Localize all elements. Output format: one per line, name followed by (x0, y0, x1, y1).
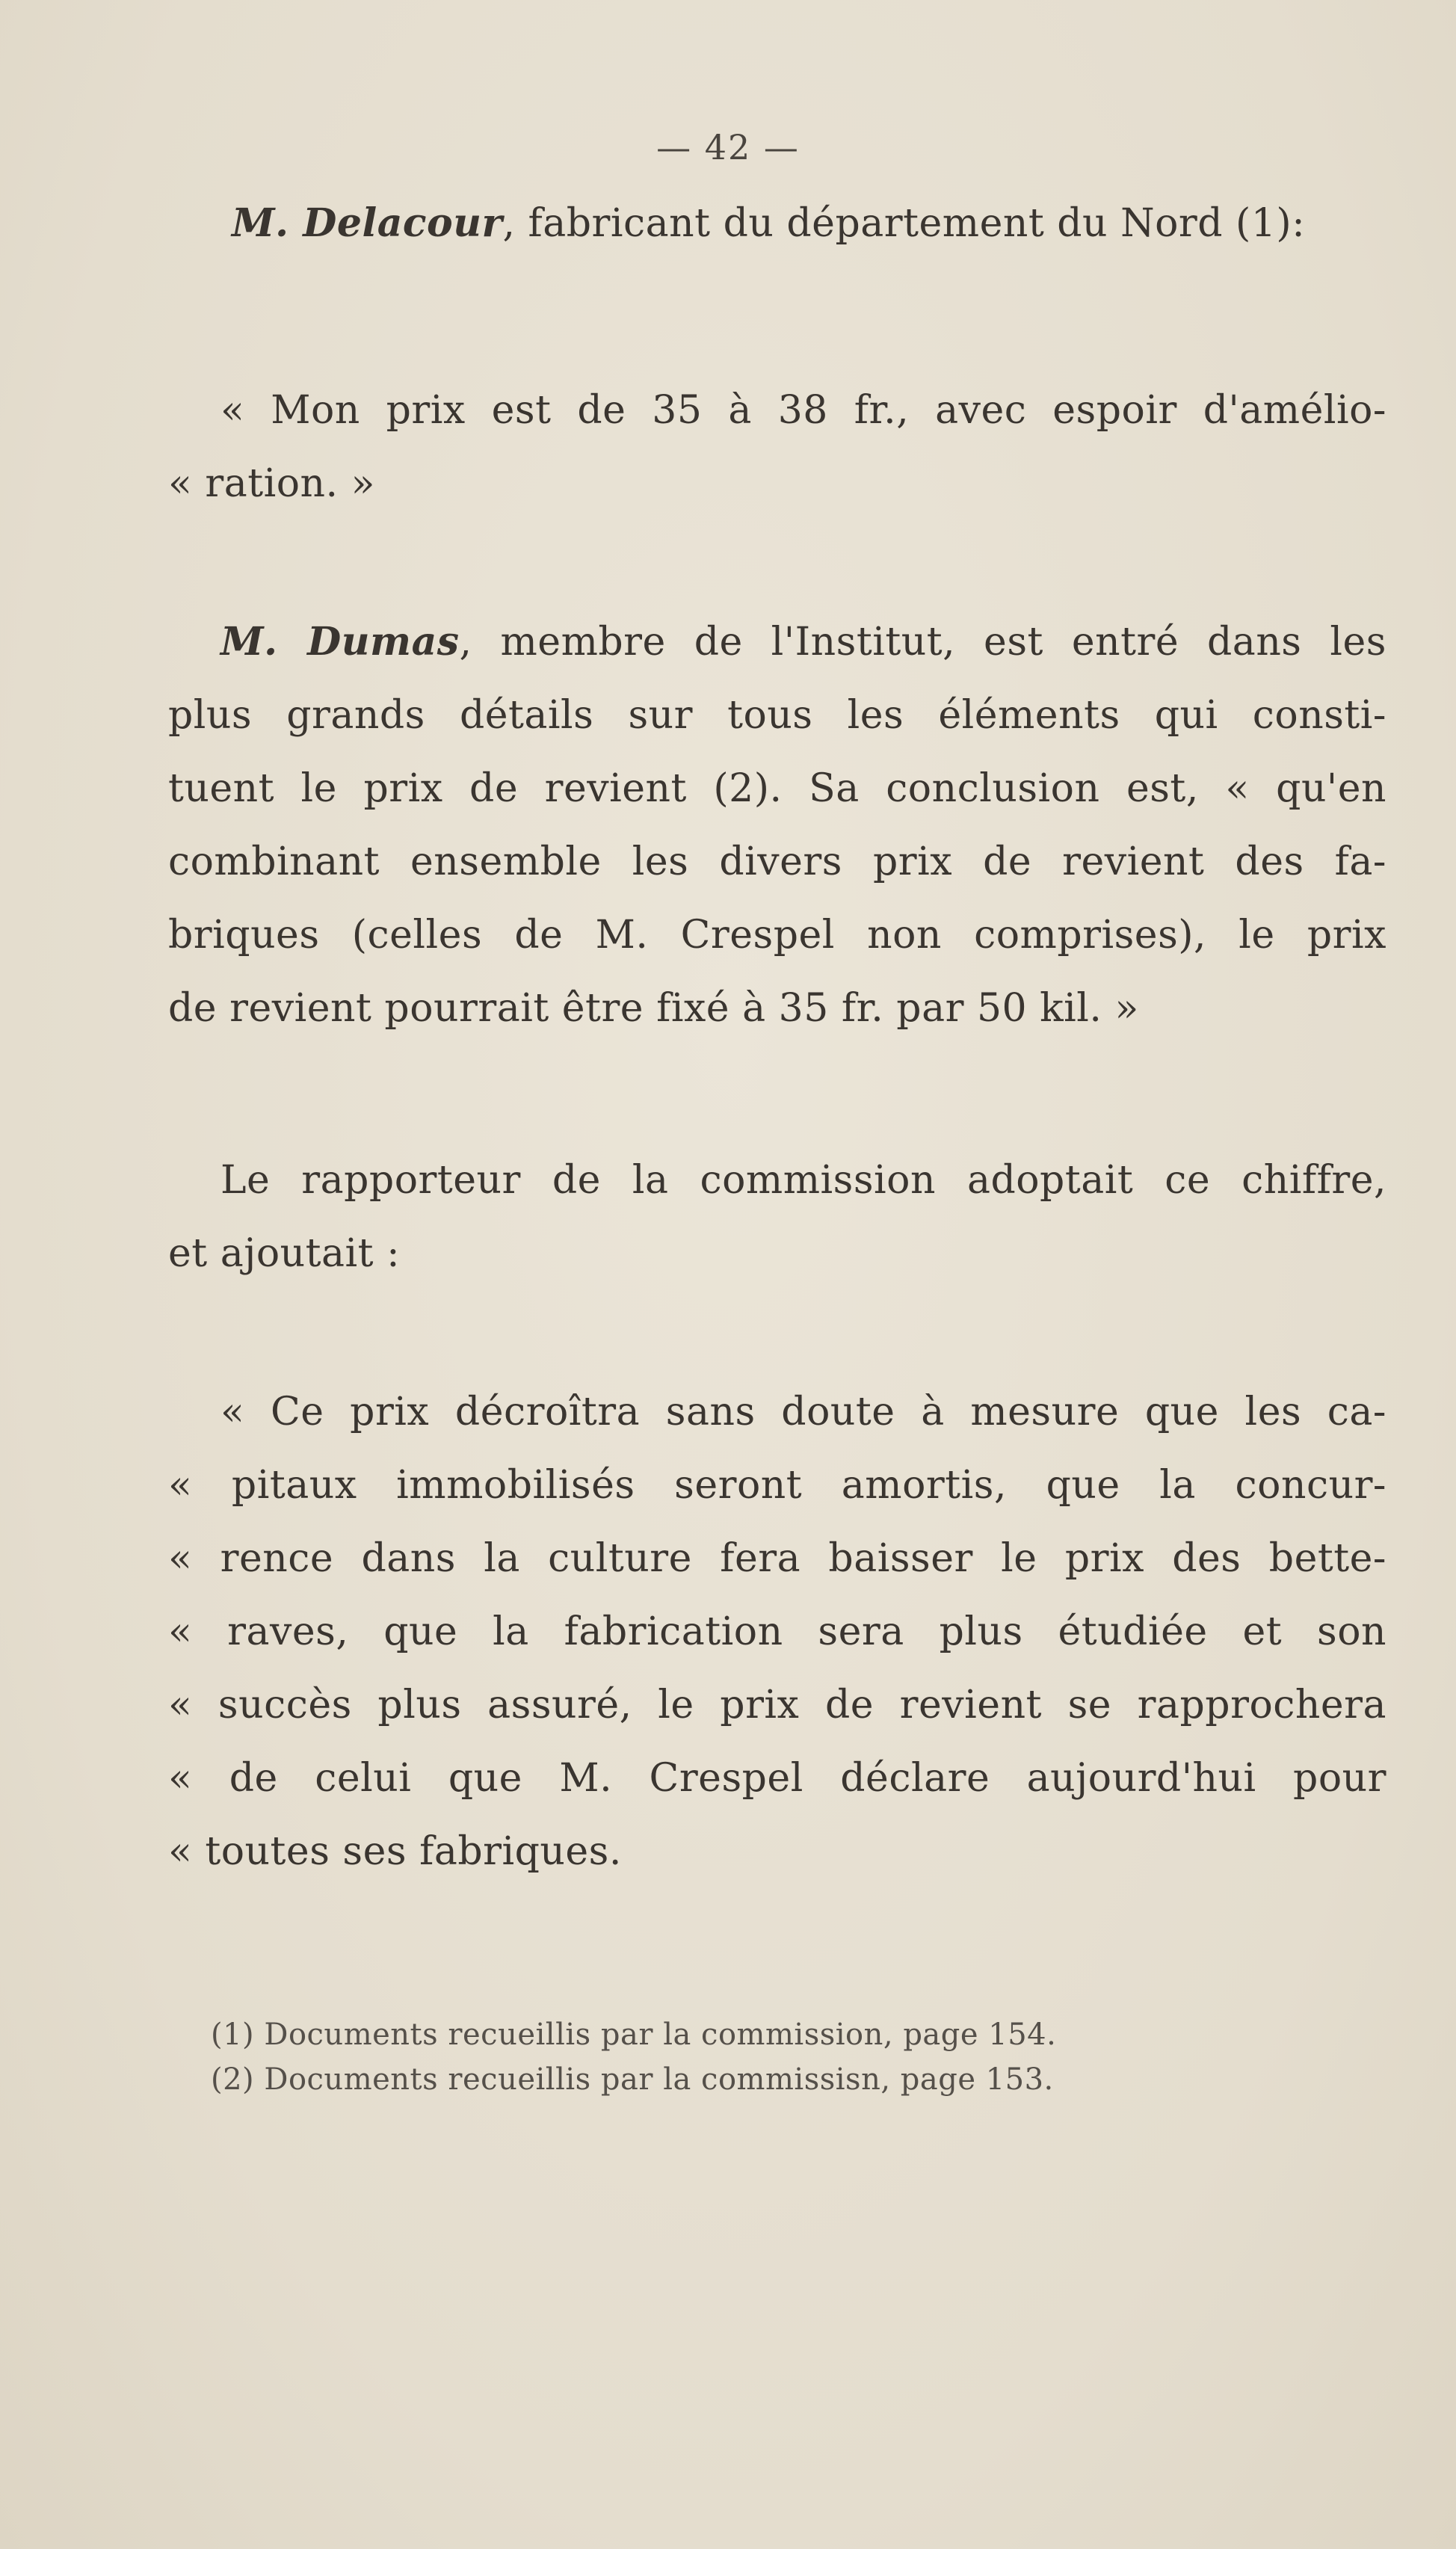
dumas-line-4: combinant ensemble les divers prix de revient des fa- (168, 839, 1386, 884)
rapporteur-line-2: et ajoutait : (168, 1231, 401, 1276)
dumas-line-2: plus grands détails sur tous les éléments qui consti- (168, 693, 1386, 738)
dumas-name: M. Dumas (220, 619, 460, 665)
quote-2-line-3: « rence dans la culture fera baisser le prix des bette- (168, 1536, 1386, 1581)
quote-2-line-4: « raves, que la fabrication sera plus étudiée et son (168, 1609, 1386, 1654)
quote-1-line-2: « ration. » (168, 461, 375, 506)
dumas-line-3: tuent le prix de revient (2). Sa conclusion est, « qu'en (168, 766, 1386, 811)
quote-2-line-2: « pitaux immobilisés seront amortis, que la concur- (168, 1463, 1386, 1508)
dumas-line-6: de revient pourrait être fixé à 35 fr. par 50 kil. » (168, 986, 1139, 1031)
dumas-paragraph (168, 605, 1386, 1045)
dumas-line-1 (168, 605, 1386, 679)
delacour-line (232, 187, 1390, 260)
quote-2-line-5: « succès plus assuré, le prix de revient se rapprochera (168, 1683, 1386, 1727)
delacour-paragraph (232, 187, 1390, 260)
dumas-line-5: briques (celles de M. Crespel non comprises), le prix (168, 913, 1386, 958)
quote-2-line-6: « de celui que M. Crespel déclare aujourd'hui pour (168, 1756, 1386, 1801)
page-number: — 42 — (656, 127, 800, 167)
rapporteur-line-1: Le rapporteur de la commission adoptait ce chiffre, (220, 1158, 1386, 1203)
delacour-name: M. Delacour (232, 200, 503, 246)
quote-1 (168, 374, 1386, 520)
quote-2-line-1: « Ce prix décroîtra sans doute à mesure que les ca- (220, 1390, 1386, 1434)
quote-1-line-1: « Mon prix est de 35 à 38 fr., avec espoir d'amélio- (220, 388, 1386, 433)
footnote-1: (1) Documents recueillis par la commission, page 154. (211, 2018, 1057, 2052)
delacour-rest: , fabricant du département du Nord (1): (502, 201, 1306, 246)
footnotes (211, 2012, 1056, 2102)
footnote-2: (2) Documents recueillis par la commissisn, page 153. (211, 2062, 1054, 2097)
dumas-rest: , membre de l'Institut, est entré dans les (459, 620, 1386, 665)
rapporteur-paragraph (168, 1144, 1386, 1290)
quote-2 (168, 1375, 1386, 1888)
quote-2-line-7: « toutes ses fabriques. (168, 1829, 622, 1874)
